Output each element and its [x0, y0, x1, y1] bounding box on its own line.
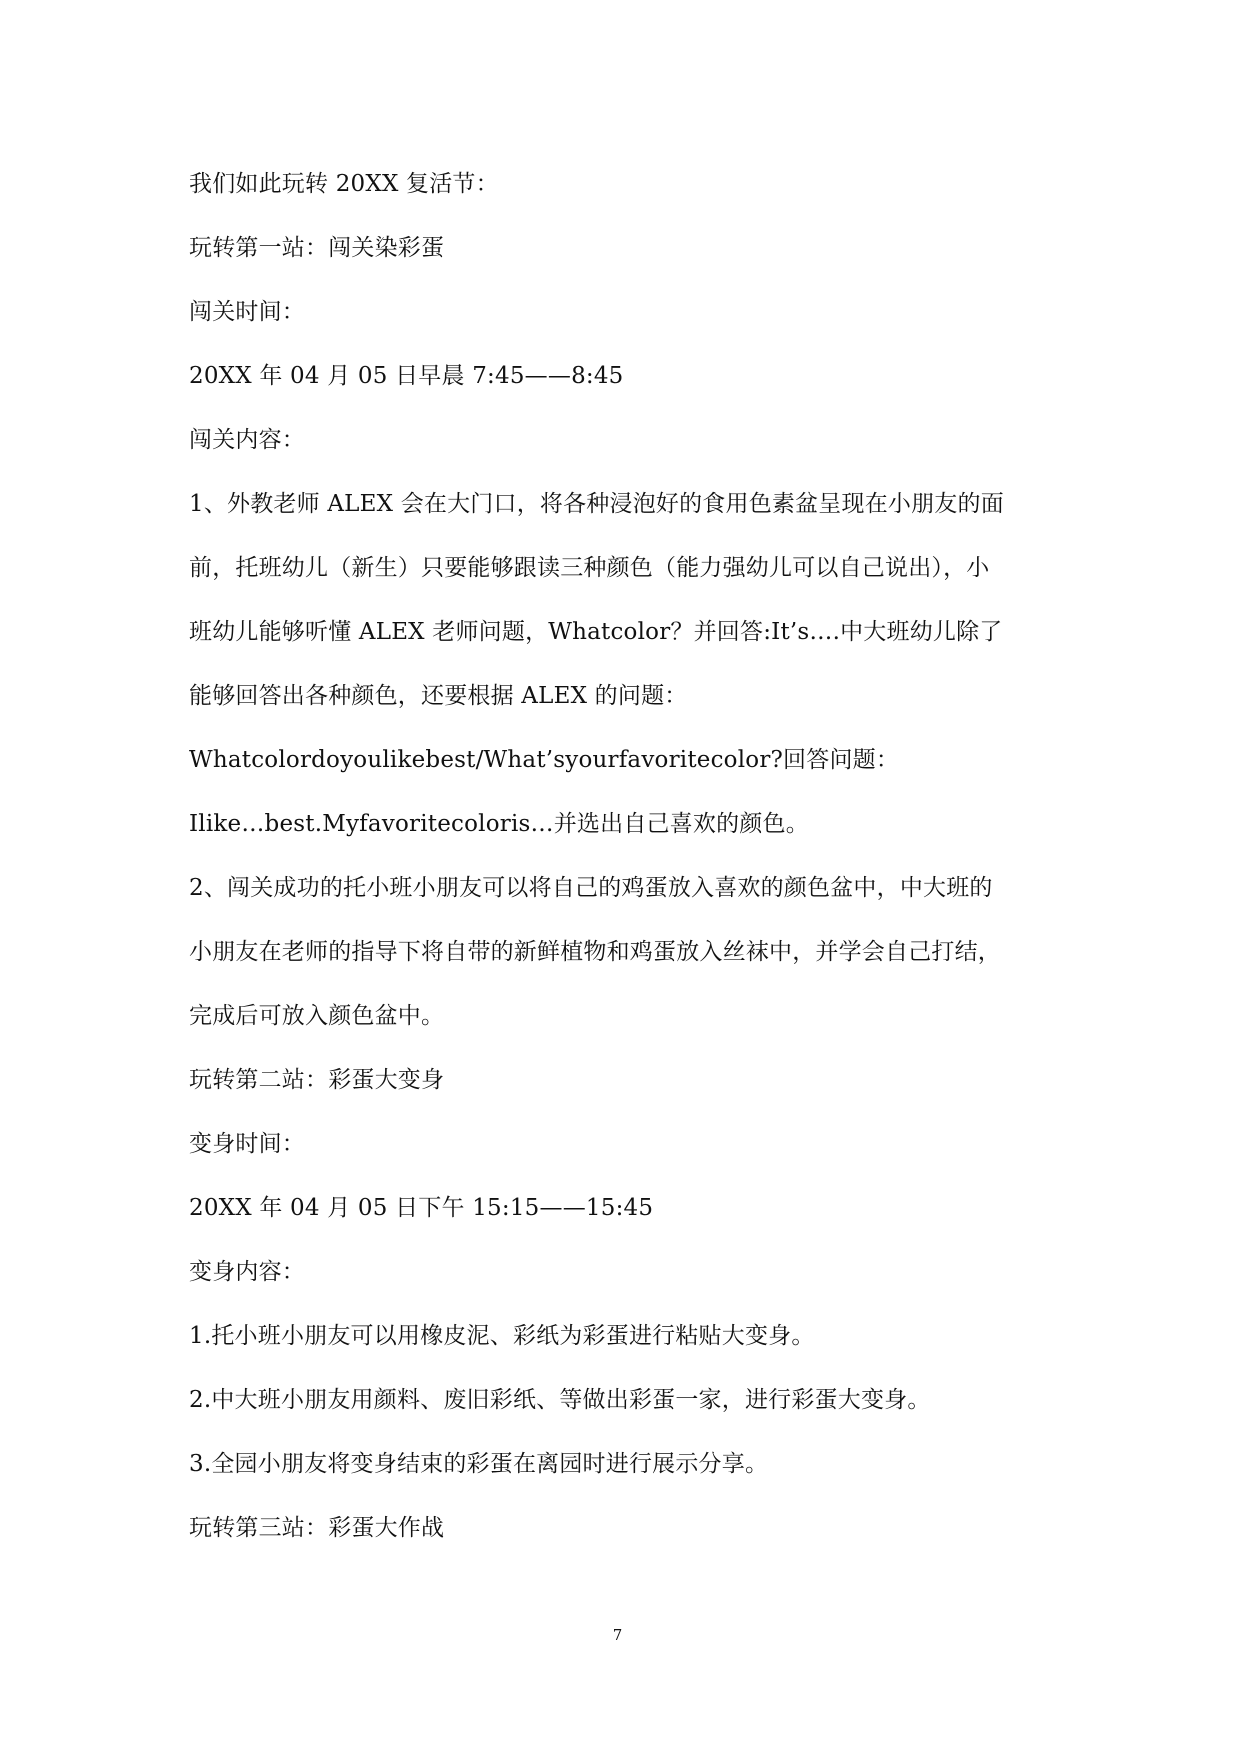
- text-line: Ilike…best.Myfavoritecoloris…并选出自己喜欢的颜色。: [189, 811, 809, 837]
- text-line: 闯关时间：: [189, 299, 305, 325]
- text-line: Whatcolordoyoulikebest/What’syourfavoritecolor?回答问题：: [189, 747, 900, 773]
- text-line: 前，托班幼儿（新生）只要能够跟读三种颜色（能力强幼儿可以自己说出），小: [189, 555, 990, 581]
- text-line: 小朋友在老师的指导下将自带的新鲜植物和鸡蛋放入丝袜中，并学会自己打结，: [189, 939, 1001, 965]
- text-line: 我们如此玩转 20XX 复活节：: [189, 171, 499, 197]
- text-line: 闯关内容：: [189, 427, 305, 453]
- text-line: 玩转第二站：彩蛋大变身: [189, 1067, 445, 1093]
- page-number: 7: [612, 1626, 623, 1644]
- text-line: 20XX 年 04 月 05 日早晨 7:45——8:45: [189, 363, 624, 389]
- text-line: 玩转第三站：彩蛋大作战: [189, 1515, 445, 1541]
- text-line: 班幼儿能够听懂 ALEX 老师问题，Whatcolor？并回答:It’s….中大班幼儿除了: [189, 619, 1003, 645]
- text-line: 变身时间：: [189, 1131, 305, 1157]
- text-line: 3.全园小朋友将变身结束的彩蛋在离园时进行展示分享。: [189, 1451, 769, 1477]
- text-line: 能够回答出各种颜色，还要根据 ALEX 的问题：: [189, 683, 688, 709]
- text-line: 变身内容：: [189, 1259, 305, 1285]
- text-line: 1.托小班小朋友可以用橡皮泥、彩纸为彩蛋进行粘贴大变身。: [189, 1323, 815, 1349]
- text-line: 完成后可放入颜色盆中。: [189, 1003, 445, 1029]
- text-line: 2、闯关成功的托小班小朋友可以将自己的鸡蛋放入喜欢的颜色盆中，中大班的: [189, 875, 993, 901]
- text-line: 20XX 年 04 月 05 日下午 15:15——15:45: [189, 1195, 654, 1221]
- text-line: 玩转第一站：闯关染彩蛋: [189, 235, 445, 261]
- text-line: 2.中大班小朋友用颜料、废旧彩纸、等做出彩蛋一家，进行彩蛋大变身。: [189, 1387, 931, 1413]
- text-line: 1、外教老师 ALEX 会在大门口，将各种浸泡好的食用色素盆呈现在小朋友的面: [189, 491, 1004, 517]
